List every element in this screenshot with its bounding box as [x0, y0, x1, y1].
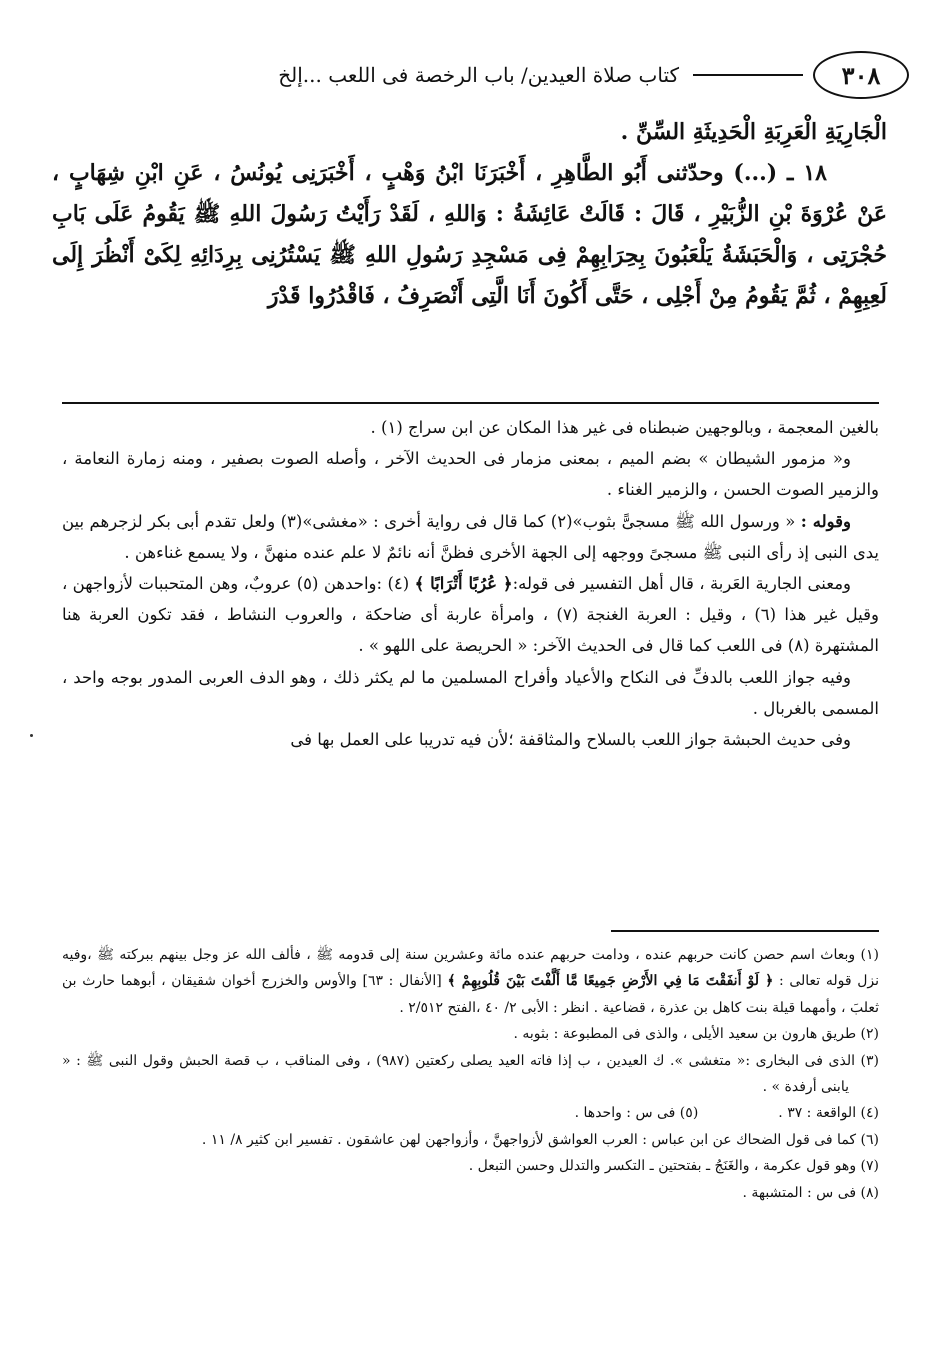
hadith-text: [52, 112, 887, 317]
hadith-paragraph: ١٨ ـ (...) وحدّثنى أَبُو الطَّاهِرِ ، أَخْبَرَنَا ابْنُ وَهْبٍ ، أَخْبَرَنِى يُونُسُ ، عَنِ ابْنِ شِهَابٍ ، عَنْ عُرْوَةَ بْنِ الزُّبَيْرِ ، قَالَ : قَالَتْ عَائِشَةُ : وَاللهِ ، لَقَدْ رَأَيْتُ رَسُولَ اللهِ ﷺ يَقُومُ عَلَى بَابِ حُجْرَتِى ، وَالْحَبَشَةُ يَلْعَبُونَ بِحِرَابِهِمْ فِى مَسْجِدِ رَسُولِ اللهِ ﷺ يَسْتُرُنِى بِرِدَائِهِ لِكَىْ أَنْظُرَ إِلَى لَعِبِهِمْ ، ثُمَّ يَقُومُ مِنْ أَجْلِى ، حَتَّى أَكُونَ أَنَا الَّتِى أَنْصَرِفُ ، فَاقْدُرُوا قَدْرَ: [52, 160, 887, 309]
commentary: [62, 412, 879, 755]
footnote-6: (٦) كما فى قول الضحاك عن ابن عباس : العرب العواشق لأزواجهنَّ ، وأزواجهن لهن عاشقون . تفسير ابن كثير ٨/ ١١ .: [201, 1131, 879, 1148]
commentary-para-4-start: ومعنى الجارية العَربة ، قال أهل التفسير فى قوله:: [512, 574, 851, 594]
footnote-2: (٢) طريق هارون بن سعيد الأيلى ، والذى فى المطبوعة : بثوبه .: [513, 1026, 879, 1043]
running-title: كتاب صلاة العيدين/ باب الرخصة فى اللعب ...إلخ: [278, 63, 679, 87]
footnote-1-quote: ﴿ لَوْ أَنفَقْتَ مَا فِي الأَرْضِ جَمِيعًا مَّا أَلَّفْتَ بَيْنَ قُلُوبِهِمْ ﴾: [447, 973, 774, 990]
text-divider: [62, 402, 879, 404]
footnote-1-rest: [الأنفال : ٦٣] والأوس والخزرج أخوان شقيقان ، أبوهما حارث بن ثعلبَ ، وأمهما قيلة بنت كاهل بن عذرة ، قضاعية . انظر : الأبى ٢/ ٤٠ ،الفتح ٢/٥١٢ .: [62, 973, 879, 1016]
footnote-1-start: (١) وبعاث اسم حصن كانت حربهم عنده ، ودامت حربهم عنده مائة وعشرين سنة إلى قدومه ﷺ ، فألف الله عز وجل بينهم ببركته ﷺ ،وفيه نزل قوله تعالى :: [62, 947, 879, 990]
footnote-3: (٣) الذى فى البخارى :« متغشى ». ك العيدين ، ب إذا فاته العيد يصلى ركعتين (٩٨٧) ، وفى المناقب ، ب قصة الحبش وقول النبى ﷺ : « يابنى أرفدة » .: [62, 1052, 880, 1096]
commentary-para-6: وفى حديث الحبشة جواز اللعب بالسلاح والمثاقفة ؛لأن فيه تدريبا على العمل بها فى: [290, 730, 851, 750]
footnote-7: (٧) وهو قول عكرمة ، والغَنَجُ ـ بفتحتين ـ التكسر والتدلل وحسن التبعل .: [468, 1158, 879, 1175]
page-number: ٣٠٨: [813, 51, 909, 99]
scan-speck: [30, 734, 33, 737]
footnote-4: (٤) الواقعة : ٣٧ .: [778, 1105, 879, 1122]
commentary-para-5: وفيه جواز اللعب بالدفِّ فى النكاح والأعياد وأفراح المسلمين ما لم يكثر ذلك ، وهو الدف العربى المدور بوجه واحد ، المسمى بالغربال .: [62, 667, 879, 718]
header-rule: [693, 74, 803, 76]
commentary-para-4: [62, 568, 879, 662]
footnote-5: (٥) فى س : واحدها .: [574, 1105, 699, 1122]
commentary-para-3: [62, 506, 879, 568]
commentary-lead: وقوله :: [800, 511, 851, 531]
commentary-para-1: بالغين المعجمة ، وبالوجهين ضبطناه فى غير هذا المكان عن ابن سراج (١) .: [370, 418, 879, 437]
commentary-para-4-rest: (٤) :واحدهن (٥) عروبٌ، وهن المتحببات لأزواجهن ، وقيل غير هذا (٦) ، وقيل : العربة الغنجة (٧) ، وامرأة عاربة أى ضاحكة ، والعروب النشاط ، فقد تكون العربة هنا المشتهرة (٨) فى اللعب كما قال فى الحديث الآخر: « الحريصة على اللهو » .: [62, 574, 879, 656]
commentary-para-3-text: « ورسول الله ﷺ مسجىًّ بثوب»(٢) كما قال فى رواية أخرى : «مغشى»(٣) ولعل تقدم أبى بكر لزجرهم بين يدى النبى إذ رأى النبى ﷺ مسجىً ووجهه إلى الجهة الأخرى فظنَّ أنه نائمٌ لا علم عنده منهنَّ ، ولا يسمع غناءهن .: [62, 511, 879, 562]
commentary-para-2: و« مزمور الشيطان » بضم الميم ، بمعنى مزمار فى الحديث الآخر ، وأصله الصوت بصفير ، ومنه زمارة النعامة ، والزمير الصوت الحسن ، والزمير الغناء .: [62, 449, 879, 500]
footnote-1: [62, 942, 879, 1021]
footnotes: [62, 942, 879, 1206]
footnote-4-5: [62, 1100, 879, 1126]
footnote-divider: [611, 930, 879, 932]
hadith-line-1: الْجَارِيَةِ الْعَرِبَةِ الْحَدِيثَةِ السِّنِّ .: [620, 119, 887, 145]
quran-quote: ﴿ عُرُبًا أَتْرَابًا ﴾: [414, 574, 513, 594]
footnote-8: (٨) فى س : المتشبهة .: [742, 1184, 879, 1201]
page-header: [30, 48, 909, 102]
